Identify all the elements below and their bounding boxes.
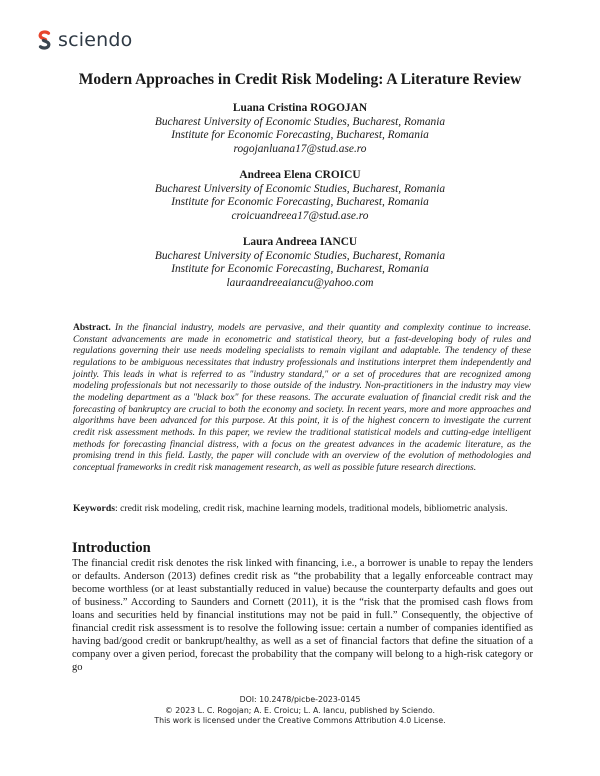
author-email: lauraandreeaiancu@yahoo.com — [226, 276, 374, 289]
publisher-logo — [36, 29, 132, 51]
copyright: © 2023 L. C. Rogojan; A. E. Croicu; L. A. Iancu, published by Sciendo. — [165, 705, 435, 715]
paper-title: Modern Approaches in Credit Risk Modeling: A Literature Review — [78, 71, 522, 88]
author-affiliation: Bucharest University of Economic Studies, Bucharest, Romania — [154, 182, 446, 195]
author-block-1 — [0, 102, 600, 156]
author-affiliation: Institute for Economic Forecasting, Bucharest, Romania — [171, 196, 429, 208]
author-affiliation: Bucharest University of Economic Studies, Bucharest, Romania — [154, 115, 446, 128]
doi: DOI: 10.2478/picbe-2023-0145 — [239, 695, 361, 704]
page-footer — [0, 695, 600, 727]
abstract-label: Abstract. — [73, 323, 111, 333]
author-name: Andreea Elena CROICU — [239, 169, 361, 181]
author-name: Luana Cristina ROGOJAN — [232, 102, 368, 114]
author-affiliation: Bucharest University of Economic Studies, Bucharest, Romania — [154, 249, 446, 262]
keywords — [73, 503, 531, 515]
author-block-3 — [0, 236, 600, 290]
publisher-name: sciendo — [58, 29, 133, 51]
abstract-text: In the financial industry, models are pervasive, and their quantity and complexity continue to increase. Constant advancements are made in econometric and statistical theory, but a fast-developing body of rules and regulations governing their use needs modeling specialists to remain vigilant and adaptable. The tendency of these regulations to be ambiguous necessitates that industry professionals and institutions interpret them independently and jointly. This leads in what is referred to as "industry standard," or a set of procedures that are recognized among modeling professionals but not necessarily to those outside of the industry. Non-practitioners in the industry may view the modeling department as a "black box" for these reasons. The accurate evaluation of financial credit risk and the forecasting of bankruptcy are crucial to both the economy and society. In recent years, more and more approaches and algorithms have been advanced for this purpose. At this point, it is of the highest concern to investigate the current credit risk assessment methods. In this paper, we review the traditional statistical models and cutting-edge intelligent methods for forecasting financial distress, with a focus on the greatest advances in the academic literature, as the promising trend in this field. Lastly, the paper will conclude with an overview of the evolution of methodologies and conceptual frameworks in credit risk management research, as well as possible future research directions. — [73, 323, 532, 473]
author-email: rogojanluana17@stud.ase.ro — [233, 142, 367, 155]
abstract — [73, 323, 531, 475]
introduction-paragraph: The financial credit risk denotes the risk linked with financing, i.e., a borrower is unable to repay the lenders or defaults. Anderson (2013) defines credit risk as “the probability that a legally enforceable contract may become worthless (or at least substantially reduced in value) because the counterparty defaults and goes out of business.” According to Saunders and Cornett (2011), it is the “risk that the promised cash flows from loans and securities held by financial institutions may not be paid in full.” Consequently, the objective of financial credit risk assessment is to resolve the following issue: certain a number of companies identified as having bad/good credit or bankrupt/healthy, as well as a set of financial factors that define the situation of a company over a given period, forecast the probability that the company will belong to a high-risk category or go — [72, 558, 533, 674]
keywords-label: Keywords — [73, 503, 115, 514]
license: This work is licensed under the Creative Commons Attribution 4.0 License. — [154, 716, 446, 726]
keywords-text: : credit risk modeling, credit risk, machine learning models, traditional models, bibliometric analysis. — [114, 503, 508, 514]
author-block-2 — [0, 169, 600, 223]
author-email: croicuandreea17@stud.ase.ro — [231, 209, 369, 222]
section-heading-introduction: Introduction — [72, 540, 151, 556]
author-name: Laura Andreea IANCU — [242, 236, 358, 248]
sciendo-logo-icon — [36, 30, 53, 50]
author-affiliation: Institute for Economic Forecasting, Bucharest, Romania — [171, 263, 429, 275]
author-affiliation: Institute for Economic Forecasting, Bucharest, Romania — [171, 129, 429, 141]
